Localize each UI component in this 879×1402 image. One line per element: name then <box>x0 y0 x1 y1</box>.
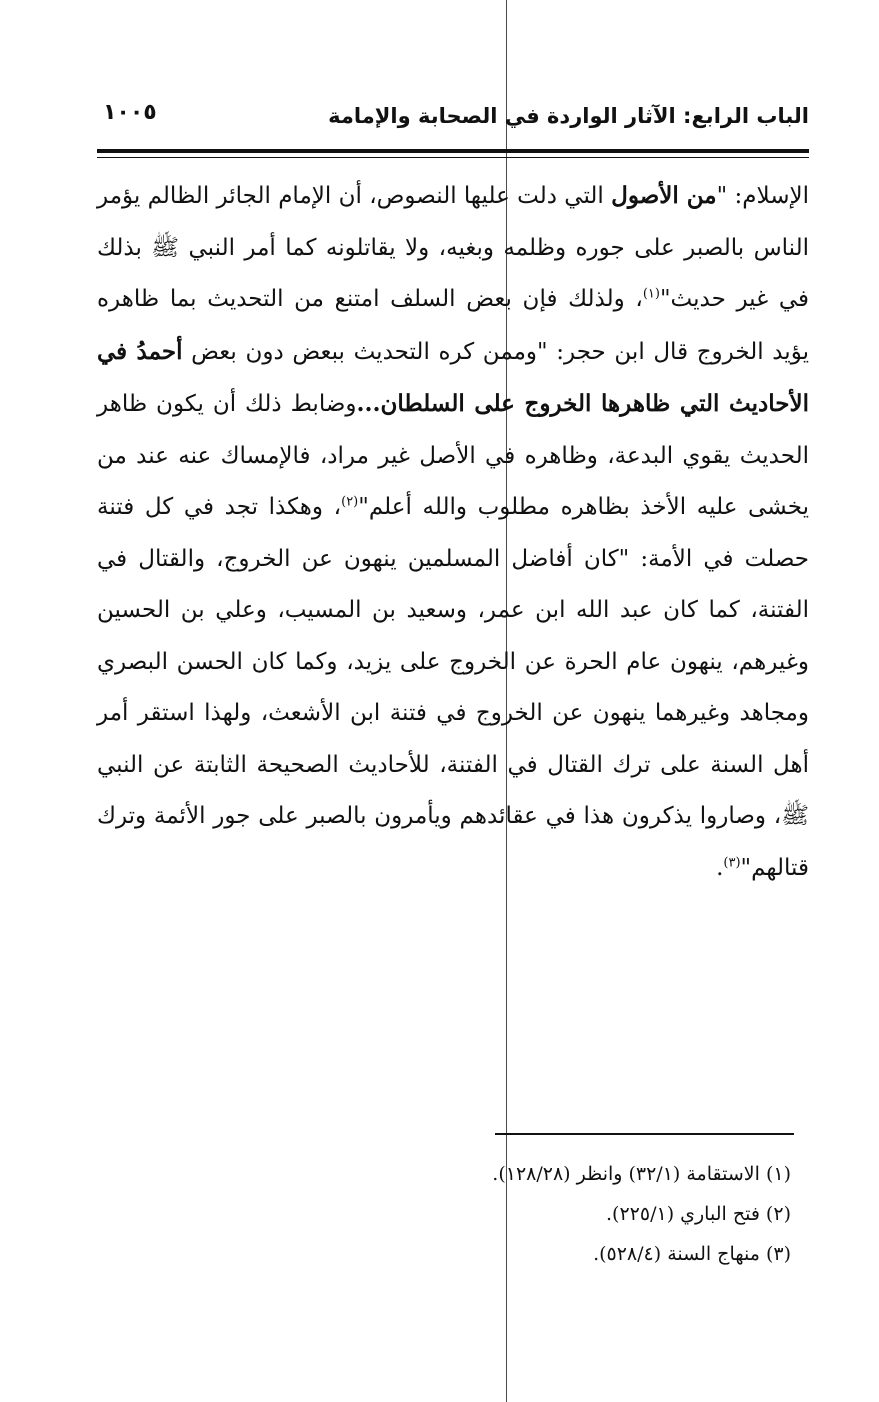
main-text <box>97 170 809 894</box>
page-header <box>97 96 809 140</box>
text-run: ، وهكذا تجد في كل فتنة حصلت في الأمة: "كان أفاضل المسلمين ينهون عن الخروج، والقتال في الفتنة، كما كان عبد الله ابن عمر، وسعيد بن المسيب، وعلي بن الحسين وغيرهم، ينهون عام الحرة عن الخروج على يزيد، وكما كان الحسن البصري ومجاهد وغيرهما ينهون عن الخروج في فتنة ابن الأشعث، ولهذا استقر أمر أهل السنة على ترك القتال في الفتنة، للأحاديث الصحيحة الثابتة عن النبي ﷺ، وصاروا يذكرون هذا في عقائدهم ويأمرون بالصبر على جور الأئمة وترك قتالهم" <box>97 494 809 881</box>
text-run: وضابط ذلك أن يكون ظاهر الحديث يقوي البدعة، وظاهره في الأصل غير مراد، فالإمساك عنه عند من يخشى عليه الأخذ بظاهره مطلوب والله أعلم" <box>97 391 809 520</box>
text-run: ، ولذلك فإن بعض السلف امتنع من التحديث بما ظاهره يؤيد الخروج قال ابن حجر: "وممن كره التحديث ببعض دون بعض <box>97 286 809 365</box>
text-run: الإسلام: " <box>716 183 810 209</box>
text-run: التي دلت عليها النصوص، أن الإمام الجائر الظالم يؤمر الناس بالصبر على جوره وظلمه وبغيه، ولا يقاتلونه كما أمر النبي ﷺ بذلك في غير حديث" <box>97 183 809 312</box>
footnotes <box>291 1154 791 1274</box>
footnote-ref-2: (٢) <box>341 494 359 510</box>
bold-phrase: أحمدُ في الأحاديث التي ظاهرها الخروج على السلطان... <box>97 337 809 417</box>
footnote-2: (٢) فتح الباري (٢٢٥/١). <box>606 1203 791 1225</box>
text-run: . <box>716 854 724 881</box>
page-number: ١٠٠٥ <box>103 100 157 125</box>
footnote-ref-1: (١) <box>642 286 660 302</box>
header-rule-thin <box>97 157 809 158</box>
footnote-ref-3: (٣) <box>723 854 741 870</box>
bold-phrase: من الأصول <box>611 182 717 209</box>
footnote-3: (٣) منهاج السنة (٥٢٨/٤). <box>593 1243 791 1265</box>
header-rule-thick <box>97 149 809 153</box>
footnote-1: (١) الاستقامة (٣٢/١) وانظر (١٢٨/٢٨). <box>492 1163 791 1185</box>
running-title: الباب الرابع: الآثار الواردة في الصحابة والإمامة <box>328 104 809 128</box>
footnote-separator <box>495 1133 794 1135</box>
paragraph <box>97 170 809 894</box>
